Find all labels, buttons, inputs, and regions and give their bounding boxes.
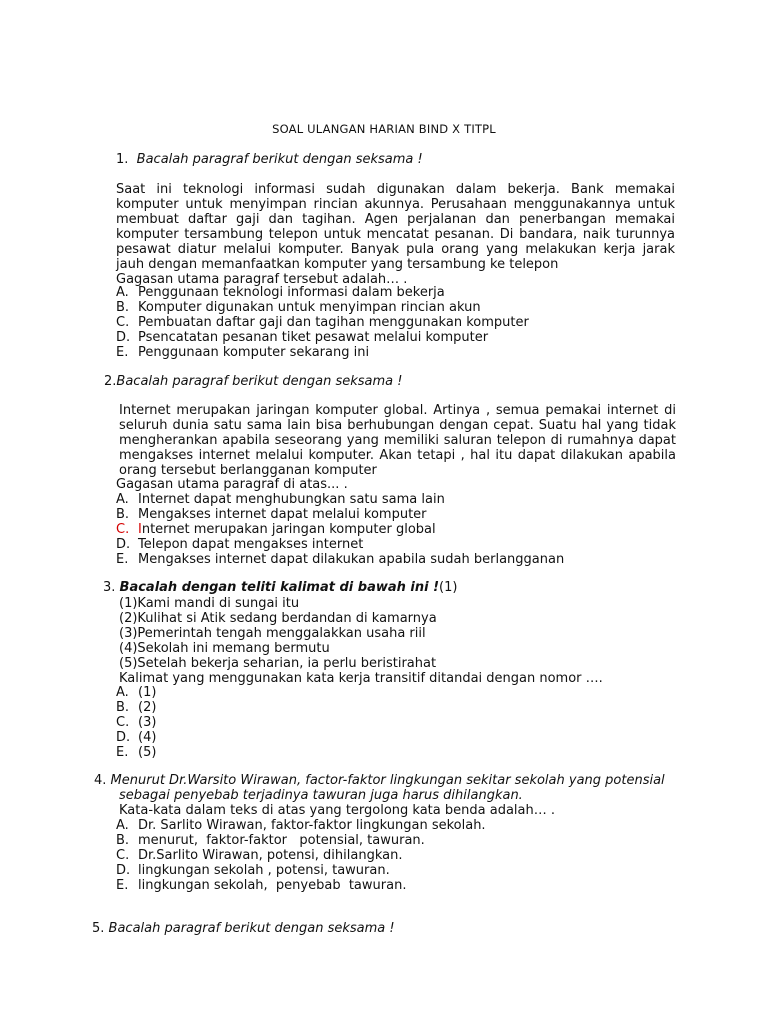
question-number: 2. (104, 374, 117, 389)
option-c[interactable]: C. (3) (116, 715, 157, 730)
question-2-prompt (104, 374, 402, 389)
question-prompt: Bacalah dengan teliti kalimat di bawah ini ! (119, 580, 440, 595)
sentence-item: (2)Kulihat si Atik sedang berdandan di kamarnya (119, 611, 437, 626)
option-a[interactable]: A. Dr. Sarlito Wirawan, faktor-faktor lingkungan sekolah. (116, 818, 486, 833)
question-number: 4. (94, 773, 107, 788)
paragraph-line: Saat ini teknologi informasi sudah digunakan dalam bekerja. Bank memakai (116, 182, 675, 197)
question-number: 5. (92, 921, 105, 936)
option-d[interactable]: D. Psencatatan pesanan tiket pesawat melalui komputer (116, 330, 489, 345)
question-1-prompt (116, 152, 423, 167)
question-text: Kata-kata dalam teks di atas yang tergolong kata benda adalah… . (119, 803, 555, 818)
question-3-prompt (103, 580, 457, 595)
option-d[interactable]: D. lingkungan sekolah , potensi, tawuran. (116, 863, 390, 878)
sentence-item: (5)Setelah bekerja seharian, ia perlu beristirahat (119, 656, 437, 671)
sentence-item: (1)Kami mandi di sungai itu (119, 596, 300, 611)
question-2-paragraph (119, 403, 676, 478)
question-text: Kalimat yang menggunakan kata kerja transitif ditandai dengan nomor …. (119, 671, 603, 686)
option-b[interactable]: B. Komputer digunakan untuk menyimpan rincian akun (116, 300, 481, 315)
sentence-item: (3)Pemerintah tengah menggalakkan usaha riil (119, 626, 426, 641)
paragraph-line: membuat daftar gaji dan tagihan. Agen perjalanan dan penerbangan memakai (116, 212, 675, 227)
option-d[interactable]: D. (4) (116, 730, 157, 745)
question-prompt-continued: sebagai penyebab terjadinya tawuran juga harus dihilangkan. (119, 788, 523, 803)
option-a[interactable]: A. Penggunaan teknologi informasi dalam bekerja (116, 285, 445, 300)
question-4-prompt (94, 773, 665, 788)
option-c[interactable]: C. Dr.Sarlito Wirawan, potensi, dihilangkan. (116, 848, 403, 863)
paragraph-line: Internet merupakan jaringan komputer global. Artinya , semua pemakai internet di (119, 403, 676, 418)
question-prompt: Bacalah paragraf berikut dengan seksama ! (136, 152, 423, 167)
option-b[interactable]: B. (2) (116, 700, 157, 715)
paragraph-line: mengakses internet melalui komputer. Akan tetapi , hal itu dapat dilakukan apabila (119, 448, 676, 463)
sentence-item: (4)Sekolah ini memang bermutu (119, 641, 330, 656)
paragraph-line: pesawat diatur melalui komputer. Banyak pula orang yang melakukan kerja jarak (116, 242, 675, 257)
prompt-suffix: (1) (439, 580, 458, 595)
question-prompt: Bacalah paragraf berikut dengan seksama ! (108, 921, 395, 936)
option-a[interactable]: A. (1) (116, 685, 157, 700)
paragraph-line: mengherankan apabila seseorang yang memiliki saluran telepon di rumahnya dapat (119, 433, 676, 448)
option-b[interactable]: B. Mengakses internet dapat melalui komputer (116, 507, 427, 522)
sentence-list (119, 596, 603, 686)
question-number: 3. (103, 580, 116, 595)
paragraph-line: komputer untuk menyimpan rincian akunnya. Perusahaan menggunakannya untuk (116, 197, 675, 212)
paragraph-line: orang tersebut berlangganan komputer (119, 463, 377, 478)
option-d[interactable]: D. Telepon dapat mengakses internet (116, 537, 364, 552)
paragraph-line: seluruh dunia satu sama lain bisa berhubungan dengan cepat. Suatu hal yang tidak (119, 418, 676, 433)
question-text: Gagasan utama paragraf di atas... . (116, 477, 348, 492)
paragraph-line: komputer tersambung telepon untuk mencatat pesanan. Di bandara, naik turunnya (116, 227, 675, 242)
question-text: Gagasan utama paragraf tersebut adalah… . (116, 272, 408, 287)
option-e[interactable]: E. Mengakses internet dapat dilakukan apabila sudah berlangganan (116, 552, 565, 567)
option-e[interactable]: E. lingkungan sekolah, penyebab tawuran. (116, 878, 407, 893)
option-c[interactable]: C. Internet merupakan jaringan komputer global (116, 522, 436, 537)
option-e[interactable]: E. Penggunaan komputer sekarang ini (116, 345, 370, 360)
question-prompt: Menurut Dr.Warsito Wirawan, factor-faktor lingkungan sekitar sekolah yang potensial (110, 773, 665, 788)
option-c[interactable]: C. Pembuatan daftar gaji dan tagihan menggunakan komputer (116, 315, 529, 330)
option-e[interactable]: E. (5) (116, 745, 157, 760)
question-5-prompt (92, 921, 395, 936)
option-a[interactable]: A. Internet dapat menghubungkan satu sama lain (116, 492, 445, 507)
question-1-paragraph (116, 182, 675, 287)
page-title: SOAL ULANGAN HARIAN BIND X TITPL (272, 122, 496, 136)
paragraph-line: jauh dengan memanfaatkan komputer yang tersambung ke telepon (116, 257, 559, 272)
question-number: 1. (116, 152, 129, 167)
option-b[interactable]: B. menurut, faktor-faktor potensial, tawuran. (116, 833, 425, 848)
question-prompt: Bacalah paragraf berikut dengan seksama ! (116, 374, 403, 389)
